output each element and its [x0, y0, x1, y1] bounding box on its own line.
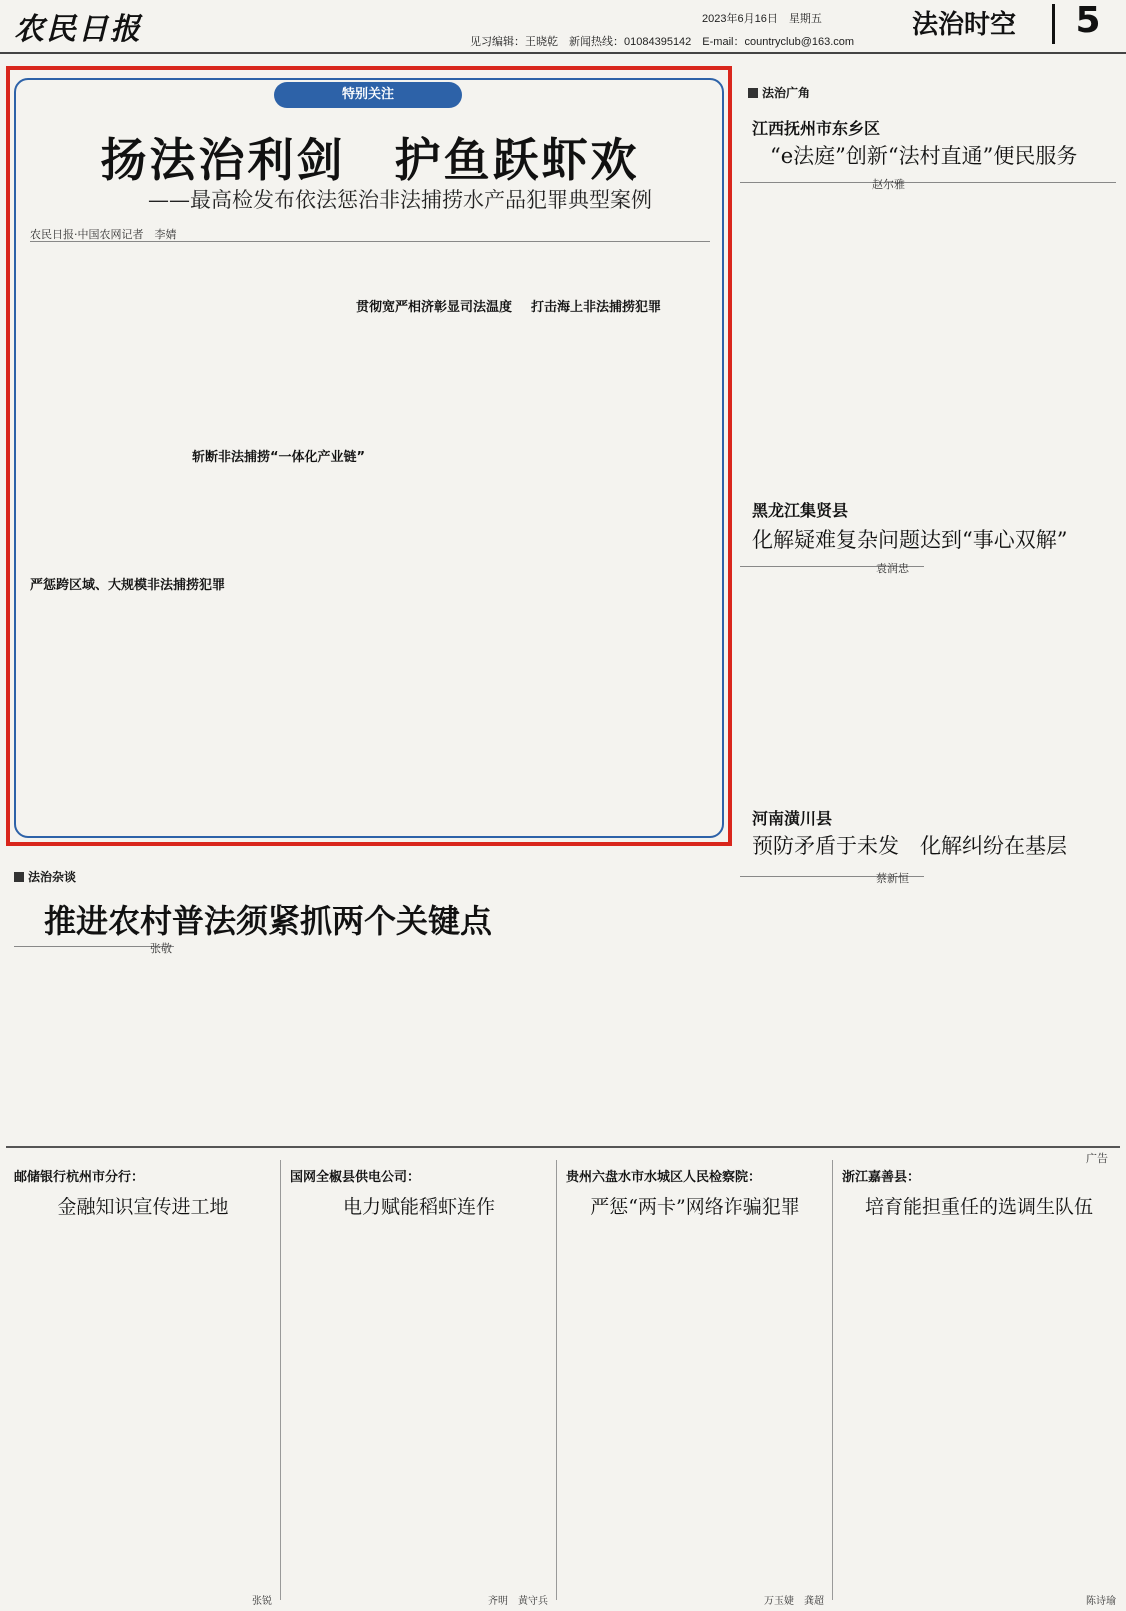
ad-1-author: 张锐 — [252, 1596, 272, 1607]
feature-subhead-3: 贯彻宽严相济彰显司法温度 — [355, 300, 512, 315]
paper-logo: 农民日报 — [14, 12, 142, 47]
feature-rule — [30, 241, 710, 242]
ad-3-org: 贵州六盘水市水城区人民检察院： — [566, 1170, 762, 1185]
issue-date: 2023年6月16日 星期五 — [702, 13, 822, 25]
ad-2-author: 齐明 黄守兵 — [488, 1596, 548, 1607]
feature-subtitle: ——最高检发布依法惩治非法捕捞水产品犯罪典型案例 — [148, 188, 652, 212]
ad-1-org: 邮储银行杭州市分行： — [14, 1170, 145, 1185]
ads-label: 广告 — [1086, 1152, 1108, 1165]
sidebar-story-1-column-1 — [740, 190, 924, 480]
ad-divider-2 — [556, 1160, 557, 1600]
sidebar-story-1-author: 赵尔雅 — [872, 178, 905, 191]
ad-4-title: 培育能担重任的选调生队伍 — [864, 1196, 1093, 1218]
sidebar-section-label — [748, 84, 810, 101]
feature-byline: 农民日报·中国农网记者 李婧 — [30, 228, 177, 241]
sidebar-story-2-column-1 — [740, 574, 924, 784]
sidebar-story-2-column-2 — [928, 560, 1116, 784]
essay-column-3 — [370, 946, 540, 1132]
ad-divider-1 — [280, 1160, 281, 1600]
essay-column-1 — [14, 956, 184, 1132]
sidebar-story-1-rule — [740, 182, 1116, 183]
ad-4-text — [842, 1228, 1116, 1588]
sidebar-story-1-column-2 — [928, 190, 1116, 480]
sidebar-story-3-column-2 — [928, 870, 1116, 1132]
feature-column-1 — [30, 248, 190, 588]
ad-3-title: 严惩“两卡”网络诈骗犯罪 — [590, 1196, 800, 1218]
ad-2-org: 国网全椒县供电公司： — [290, 1170, 421, 1185]
sidebar-label-text: 法治广角 — [762, 86, 811, 100]
feature-label: 特别关注 — [274, 82, 462, 108]
feature-headline: 扬法治利剑 护鱼跃虾欢 — [100, 133, 640, 187]
ad-divider-3 — [832, 1160, 833, 1600]
sidebar-story-3-author: 蔡新恒 — [876, 872, 909, 885]
ad-4-author: 陈诗瑜 — [1086, 1596, 1116, 1607]
ads-top-rule — [6, 1146, 1120, 1148]
essay-section-label — [14, 868, 76, 885]
sidebar-story-1-title: “e法庭”创新“法村直通”便民服务 — [770, 144, 1078, 168]
sidebar-story-2-author: 袁润忠 — [876, 562, 909, 575]
sidebar-story-3-location: 河南潢川县 — [752, 809, 833, 828]
ad-4-org: 浙江嘉善县： — [842, 1170, 921, 1185]
feature-subhead-1: 严惩跨区域、大规模非法捕捞犯罪 — [30, 578, 226, 593]
sidebar-story-2-title: 化解疑难复杂问题达到“事心双解” — [752, 528, 1068, 552]
square-icon — [748, 88, 758, 98]
essay-label-text: 法治杂谈 — [28, 870, 77, 884]
ad-3-author: 万玉婕 龚超 — [764, 1596, 824, 1607]
feature-column-3 — [354, 248, 514, 288]
feature-column-2 — [192, 248, 352, 438]
section-title: 法治时空 — [912, 10, 1017, 40]
square-icon — [14, 872, 24, 882]
feature-subhead-2: 斩断非法捕捞“一体化产业链” — [192, 450, 366, 465]
essay-author: 张敬 — [150, 942, 172, 955]
sidebar-story-1-location: 江西抚州市东乡区 — [752, 119, 881, 138]
feature-column-4 — [516, 248, 676, 288]
sidebar-story-3-column-1 — [740, 884, 924, 1132]
essay-column-4 — [548, 870, 728, 1132]
feature-subhead-4: 打击海上非法捕捞犯罪 — [530, 300, 661, 315]
sidebar-story-3-title: 预防矛盾于未发 化解纠纷在基层 — [752, 834, 1067, 858]
ad-1-text — [14, 1228, 272, 1588]
page-number: 5 — [1075, 0, 1101, 41]
essay-column-2 — [192, 946, 362, 1132]
essay-title: 推进农村普法须紧抓两个关键点 — [44, 902, 493, 940]
ad-1-title: 金融知识宣传进工地 — [57, 1196, 229, 1218]
ad-2-text — [290, 1228, 548, 1588]
page-number-divider — [1052, 4, 1055, 44]
sidebar-story-2-location: 黑龙江集贤县 — [752, 501, 849, 520]
ad-2-title: 电力赋能稻虾连作 — [342, 1196, 495, 1218]
ad-3-text — [566, 1228, 824, 1588]
editor-contact-info: 见习编辑：王晓乾 新闻热线：01084395142 E-mail：countryclub@163.com — [470, 36, 855, 48]
